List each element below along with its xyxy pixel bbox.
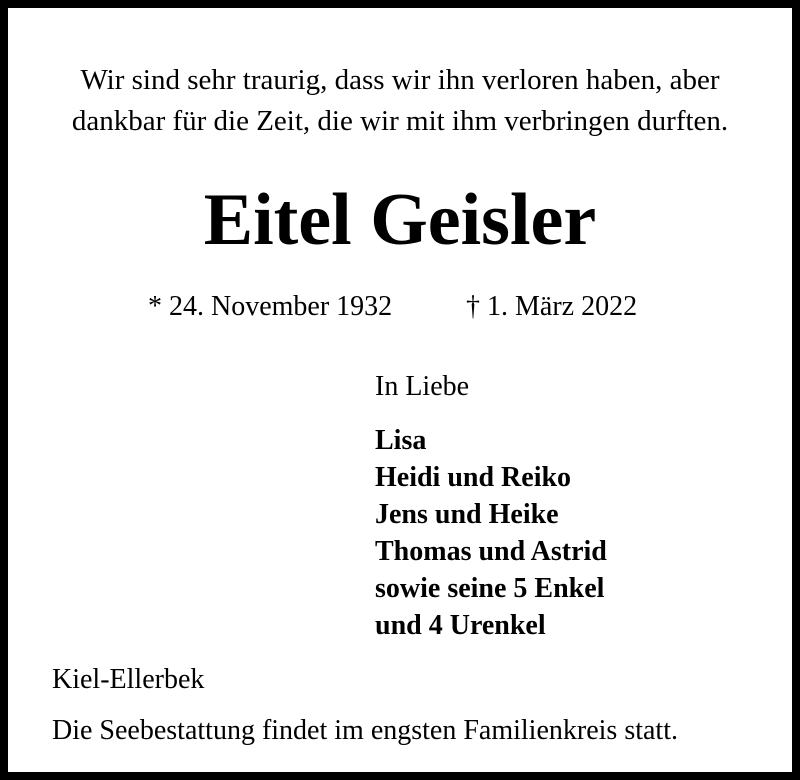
mourner-name: Thomas und Astrid: [375, 536, 607, 567]
intro-text: [8, 60, 792, 142]
mourners-heading: In Liebe: [375, 371, 470, 402]
mourner-name: Jens und Heike: [375, 499, 559, 530]
mourner-name: Lisa: [375, 425, 427, 456]
mourner-name: und 4 Urenkel: [375, 610, 546, 641]
birth-date: * 24. November 1932: [148, 291, 393, 322]
death-date: † 1. März 2022: [466, 291, 638, 322]
deceased-name: Eitel Geisler: [203, 179, 597, 261]
mourner-name: sowie seine 5 Enkel: [375, 573, 605, 604]
place-name: Kiel-Ellerbek: [52, 664, 205, 695]
funeral-note: Die Seebestattung findet im engsten Familienkreis statt.: [52, 715, 678, 746]
mourners-list: [375, 422, 607, 644]
mourner-name: Heidi und Reiko: [375, 462, 572, 493]
intro-line-2: dankbar für die Zeit, die wir mit ihm verbringen durften.: [71, 105, 729, 137]
intro-line-1: Wir sind sehr traurig, dass wir ihn verloren haben, aber: [80, 64, 720, 96]
